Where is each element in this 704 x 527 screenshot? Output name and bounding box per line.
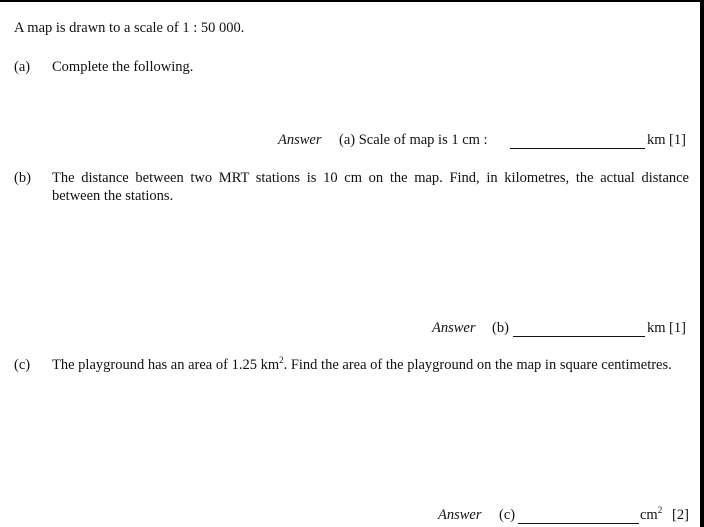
part-b-question: The distance between two MRT stations is 10 cm on the map. Find, in kilometres, the actual distance between the stations. bbox=[52, 170, 689, 204]
part-c-marks: [2] bbox=[672, 507, 689, 523]
part-a-answer-blank[interactable] bbox=[510, 148, 645, 149]
part-b-answer-ref: (b) bbox=[492, 320, 509, 336]
part-c-unit bbox=[640, 507, 662, 524]
part-c-answer-blank[interactable] bbox=[518, 523, 639, 524]
part-a-answer-ref: (a) Scale of map is 1 cm : bbox=[339, 132, 488, 148]
part-b-answer-word: Answer bbox=[432, 320, 476, 336]
worksheet-page bbox=[0, 2, 700, 527]
part-c-question bbox=[52, 356, 689, 374]
part-c-question-end: . Find the area of the playground on the map in square centimetres. bbox=[283, 357, 672, 373]
part-a-marks: [1] bbox=[669, 132, 686, 148]
part-b-label: (b) bbox=[14, 170, 31, 186]
part-c-label: (c) bbox=[14, 357, 31, 373]
part-c-unit-text: cm bbox=[640, 507, 658, 523]
part-a-label: (a) bbox=[14, 59, 31, 75]
part-c-unit-superscript: 2 bbox=[657, 505, 663, 515]
part-b-answer-blank[interactable] bbox=[513, 336, 645, 337]
part-c-answer-ref: (c) bbox=[499, 507, 516, 523]
part-c-km-superscript: 2 bbox=[279, 355, 284, 365]
part-c-answer-word: Answer bbox=[438, 507, 482, 523]
part-a-unit: km bbox=[647, 132, 666, 148]
part-a-answer-word: Answer bbox=[278, 132, 322, 148]
question-intro: A map is drawn to a scale of 1 : 50 000. bbox=[14, 20, 245, 36]
part-a-question: Complete the following. bbox=[52, 59, 194, 75]
part-b-marks: [1] bbox=[669, 320, 686, 336]
part-c-question-start: The playground has an area of 1.25 km bbox=[52, 357, 280, 373]
part-b-unit: km bbox=[647, 320, 666, 336]
